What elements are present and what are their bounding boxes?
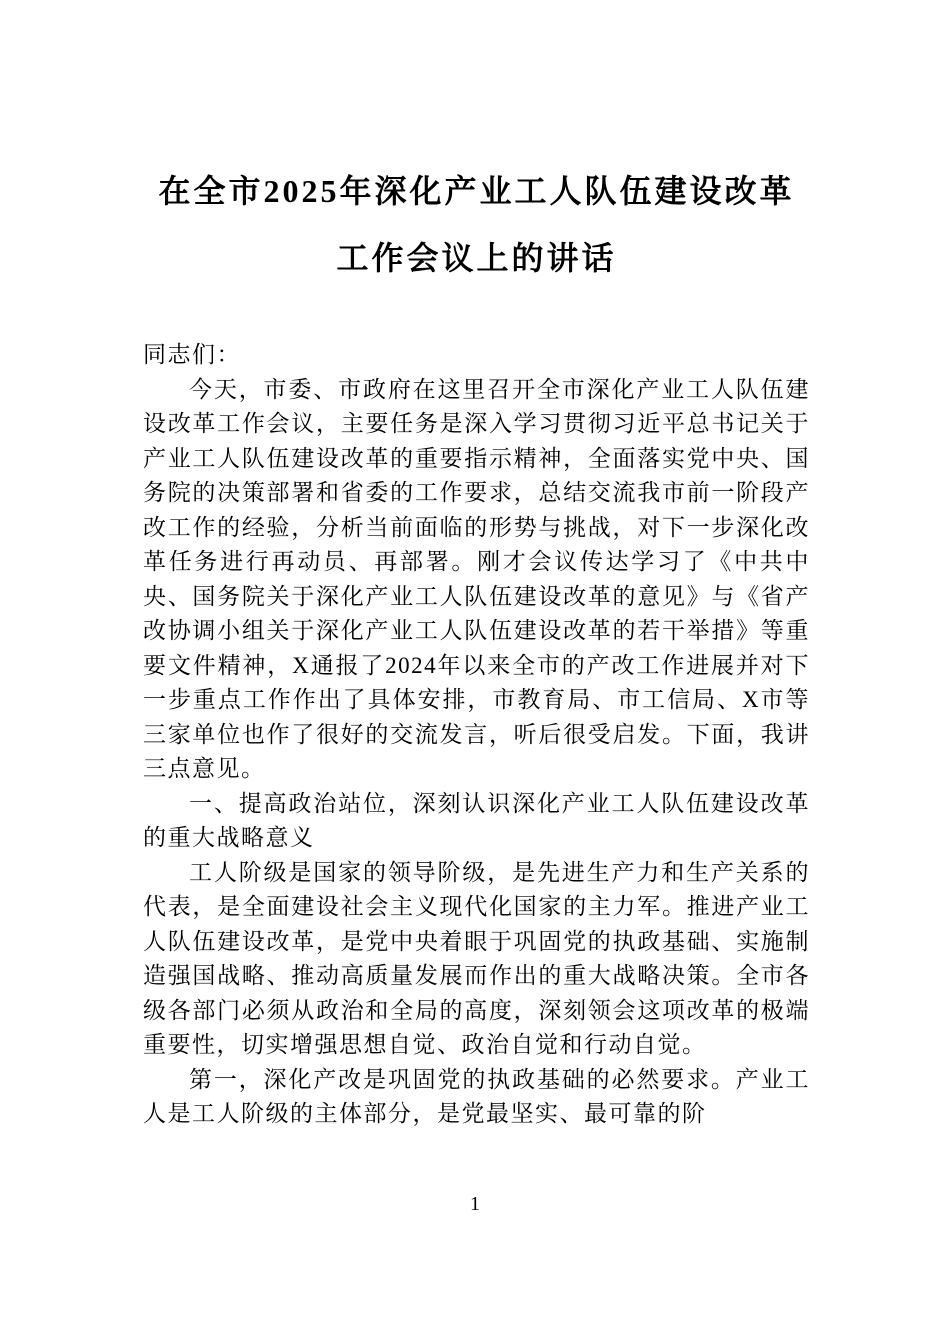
page-number: 1: [470, 1193, 480, 1215]
document-body: [143, 338, 810, 1132]
paragraph-point-one: 第一，深化产改是巩固党的执政基础的必然要求。产业工人是工人阶级的主体部分，是党最坚实、最可靠的阶: [143, 1066, 810, 1126]
paragraph-salutation: 同志们：: [143, 342, 241, 367]
document-title: [143, 158, 810, 292]
document-title-line-2: 工作会议上的讲话: [336, 240, 617, 276]
paragraph-introduction: 今天，市委、市政府在这里召开全市深化产业工人队伍建设改革工作会议，主要任务是深入学习贯彻习近平总书记关于产业工人队伍建设改革的重要指示精神，全面落实党中央、国务院的决策部署和省委的工作要求，总结交流我市前一阶段产改工作的经验，分析当前面临的形势与挑战，对下一步深化改革任务进行再动员、再部署。刚才会议传达学习了《中共中央、国务院关于深化产业工人队伍建设改革的意见》与《省产改协调小组关于深化产业工人队伍建设改革的若干举措》等重要文件精神，X通报了2024年以来全市的产改工作进展并对下一步重点工作作出了具体安排，市教育局、市工信局、X市等三家单位也作了很好的交流发言，听后很受启发。下面，我讲三点意见。: [143, 376, 810, 781]
document-title-line-1: 在全市2025年深化产业工人队伍建设改革: [158, 173, 795, 209]
paragraph-section-one-body: 工人阶级是国家的领导阶级，是先进生产力和生产关系的代表，是全面建设社会主义现代化国家的主力军。推进产业工人队伍建设改革，是党中央着眼于巩固党的执政基础、实施制造强国战略、推动高质量发展而作出的重大战略决策。全市各级各部门必须从政治和全局的高度，深刻领会这项改革的极端重要性，切实增强思想自觉、政治自觉和行动自觉。: [143, 859, 810, 1057]
section-heading-one: 一、提高政治站位，深刻认识深化产业工人队伍建设改革的重大战略意义: [143, 790, 810, 850]
page-footer: [0, 1193, 950, 1216]
